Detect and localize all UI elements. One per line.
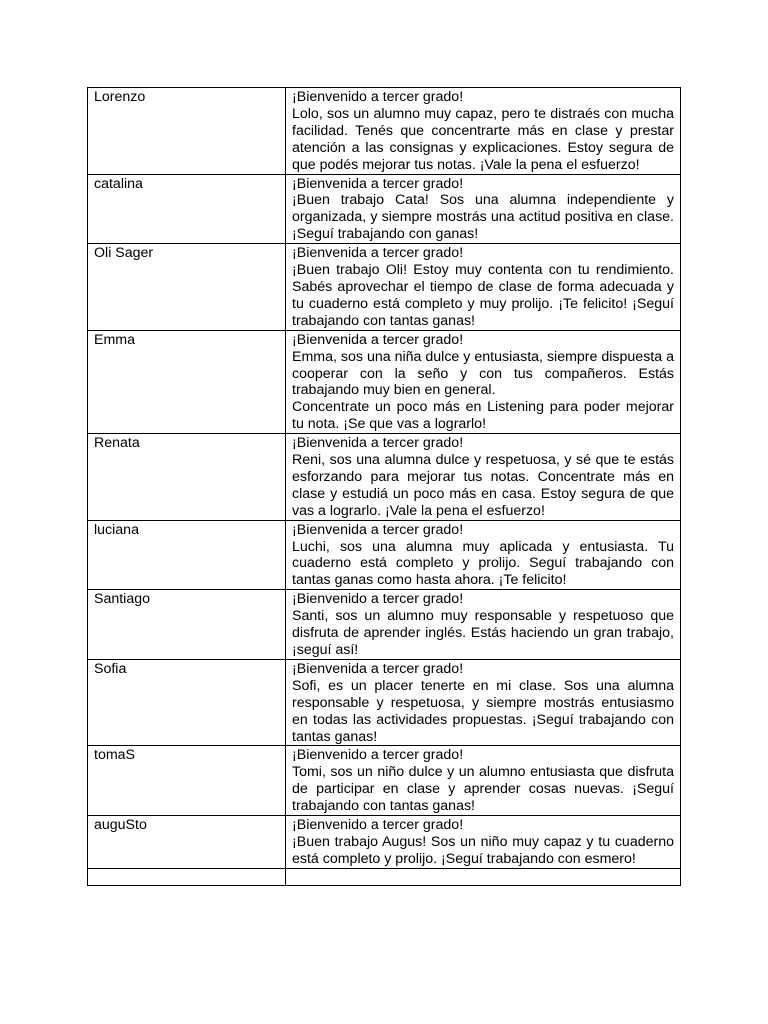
table-row xyxy=(88,434,681,521)
greeting-text: ¡Bienvenido a tercer grado! xyxy=(292,591,464,608)
student-comment-cell xyxy=(286,88,681,175)
table-row xyxy=(88,330,681,433)
table-row xyxy=(88,174,681,244)
student-name: auguSto xyxy=(88,816,286,869)
greeting-text: ¡Bienvenido a tercer grado! xyxy=(292,89,464,105)
student-comment-cell xyxy=(286,590,681,660)
table-row xyxy=(88,816,681,869)
table-row xyxy=(88,746,681,816)
greeting-text: ¡Bienvenida a tercer grado! xyxy=(292,521,464,538)
empty-table-row xyxy=(88,868,681,885)
table-row xyxy=(88,520,681,590)
student-name: luciana xyxy=(88,520,286,590)
greeting-text: ¡Bienvenido a tercer grado! xyxy=(292,817,464,834)
table-row xyxy=(88,88,681,175)
greeting-text: ¡Bienvenida a tercer grado! xyxy=(292,175,464,192)
comment-text: Lolo, sos un alumno muy capaz, pero te distraés con mucha facilidad. Tenés que concentrarte más en clase y prestar atención a las consignas y explicaciones. Estoy segura de que podés mejorar tus notas. ¡Vale la pena el esfuerzo! xyxy=(292,105,674,173)
comment-text: Sofi, es un placer tenerte en mi clase. Sos una alumna responsable y respetuosa, y siempre mostrás entusiasmo en todas las actividades propuestas. ¡Seguí trabajando con tantas ganas! xyxy=(292,677,674,745)
student-name: Renata xyxy=(88,434,286,521)
student-comment-cell xyxy=(286,746,681,816)
greeting-text: ¡Bienvenida a tercer grado! xyxy=(292,331,464,348)
student-name: Santiago xyxy=(88,590,286,660)
table-row xyxy=(88,590,681,660)
student-comment-cell xyxy=(286,174,681,244)
student-comment-cell xyxy=(286,816,681,869)
greeting-text: ¡Bienvenida a tercer grado! xyxy=(292,435,464,452)
student-name: tomaS xyxy=(88,746,286,816)
comment-text: Reni, sos una alumna dulce y respetuosa, y sé que te estás esforzando para mejorar tus notas. Concentrate más en clase y estudiá un poco más en casa. Estoy segura de que vas a lograrlo. ¡Vale la pena el esfuerzo! xyxy=(292,452,674,519)
greeting-text: ¡Bienvenido a tercer grado! xyxy=(292,747,464,764)
greeting-text: ¡Bienvenida a tercer grado! xyxy=(292,660,464,677)
greeting-text: ¡Bienvenida a tercer grado! xyxy=(292,245,464,262)
student-comment-cell xyxy=(286,520,681,590)
student-name: Lorenzo xyxy=(88,88,286,175)
comment-text: Luchi, sos una alumna muy aplicada y entusiasta. Tu cuaderno está completo y prolijo. Seguí trabajando con tantas ganas como hasta ahora. ¡Te felicito! xyxy=(292,538,674,589)
table-row xyxy=(88,244,681,331)
comment-text: Tomi, sos un niño dulce y un alumno entusiasta que disfruta de participar en clase y aprender cosas nuevas. ¡Seguí trabajando con tantas ganas! xyxy=(292,764,674,815)
student-name: Sofia xyxy=(88,659,286,746)
empty-comment-cell xyxy=(286,868,681,885)
empty-name-cell xyxy=(88,868,286,885)
student-name: Oli Sager xyxy=(88,244,286,331)
student-comment-cell xyxy=(286,434,681,521)
comment-text: Emma, sos una niña dulce y entusiasta, siempre dispuesta a cooperar con la seño y con tus compañeros. Estás trabajando muy bien en general. xyxy=(292,348,674,399)
student-comment-cell xyxy=(286,244,681,331)
student-comment-cell xyxy=(286,659,681,746)
comment-text: Santi, sos un alumno muy responsable y respetuoso que disfruta de aprender inglés. Estás haciendo un gran trabajo, ¡seguí así! xyxy=(292,608,674,658)
student-name: Emma xyxy=(88,330,286,433)
comment-text: ¡Buen trabajo Oli! Estoy muy contenta con tu rendimiento. Sabés aprovechar el tiempo de clase de forma adecuada y tu cuaderno está completo y muy prolijo. ¡Te felicito! ¡Seguí trabajando con tantas ganas! xyxy=(292,262,674,329)
comment-text: ¡Buen trabajo Augus! Sos un niño muy capaz y tu cuaderno está completo y prolijo. ¡Seguí trabajando con esmero! xyxy=(292,833,674,867)
comment-extra-text: Concentrate un poco más en Listening para poder mejorar tu nota. ¡Se que vas a lograrlo! xyxy=(292,399,674,433)
student-name: catalina xyxy=(88,174,286,244)
student-comments-table xyxy=(87,87,681,886)
comment-text: ¡Buen trabajo Cata! Sos una alumna independiente y organizada, y siempre mostrás una actitud positiva en clase. ¡Seguí trabajando con ganas! xyxy=(292,192,674,243)
table-row xyxy=(88,659,681,746)
student-comment-cell xyxy=(286,330,681,433)
